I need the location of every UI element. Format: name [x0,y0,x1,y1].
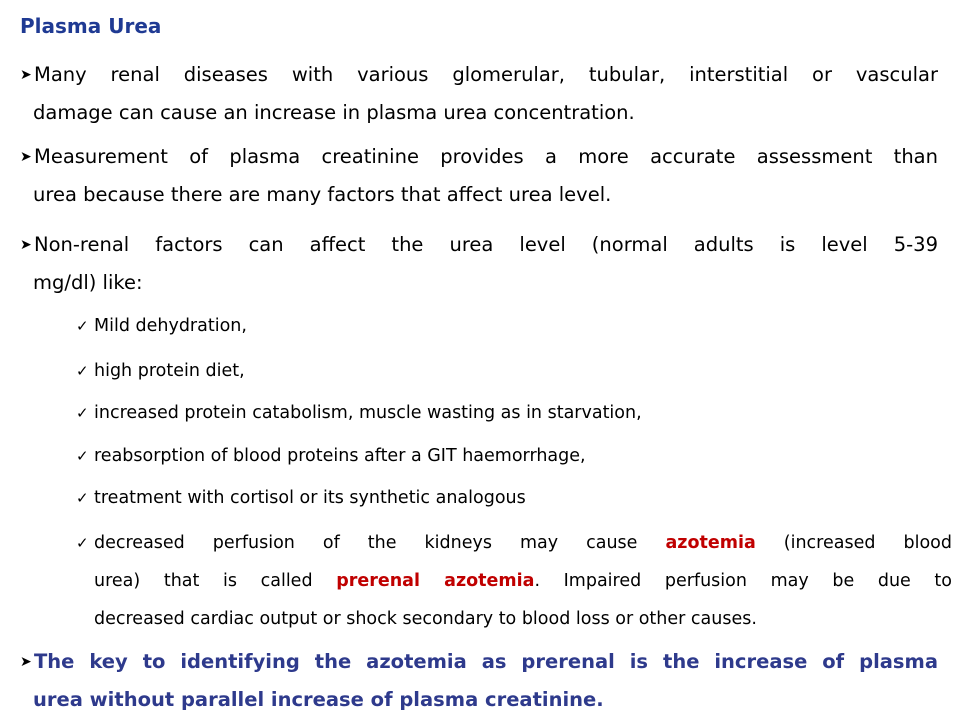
checkmark-icon: ✓ [76,362,89,380]
checkmark-icon: ✓ [76,534,89,552]
arrow-bullet-icon: ➤ [20,237,32,253]
bullet-text-continuation: damage can cause an increase in plasma urea concentration. [33,101,635,124]
check-text: Mild dehydration, [94,316,247,336]
arrow-bullet-icon: ➤ [20,67,32,83]
bullet-text-continuation: mg/dl) like: [33,271,143,294]
check-text: urea) that is called [94,571,337,591]
highlight-term-azotemia: azotemia [665,533,756,553]
check-text: treatment with cortisol or its synthetic analogous [94,488,526,508]
bullet-item [20,226,938,302]
check-item [76,524,952,638]
bullet-text-continuation: urea without parallel increase of plasma creatinine. [33,688,604,711]
bullet-item [20,138,938,214]
checkmark-icon: ✓ [76,404,89,422]
arrow-bullet-icon: ➤ [20,654,32,670]
bullet-item [20,56,938,132]
checkmark-icon: ✓ [76,317,89,335]
bullet-text: Non-renal factors can affect the urea level (normal adults is level 5-39 [34,233,938,256]
check-item [76,352,952,390]
arrow-bullet-icon: ➤ [20,149,32,165]
bullet-text: Many renal diseases with various glomerular, tubular, interstitial or vascular [34,63,938,86]
check-text: . Impaired perfusion may be due to [534,571,953,591]
check-text: (increased blood [755,533,952,553]
highlight-term-prerenal-azotemia: prerenal azotemia [336,571,535,591]
bullet-item-key-point [20,643,938,719]
bullet-text: The key to identifying the azotemia as prerenal is the increase of plasma [34,650,938,673]
bullet-text: Measurement of plasma creatinine provides a more accurate assessment than [34,145,938,168]
check-text-continuation: decreased cardiac output or shock secondary to blood loss or other causes. [94,609,757,629]
check-item [76,307,952,345]
checkmark-icon: ✓ [76,447,89,465]
check-item [76,437,952,475]
check-item [76,394,952,432]
bullet-text-continuation: urea because there are many factors that affect urea level. [33,183,612,206]
checkmark-icon: ✓ [76,489,89,507]
page-title: Plasma Urea [20,14,162,38]
check-text: reabsorption of blood proteins after a GIT haemorrhage, [94,446,586,466]
check-text: high protein diet, [94,361,245,381]
check-item [76,479,952,517]
check-text: decreased perfusion of the kidneys may cause [94,533,666,553]
check-text: increased protein catabolism, muscle wasting as in starvation, [94,403,642,423]
